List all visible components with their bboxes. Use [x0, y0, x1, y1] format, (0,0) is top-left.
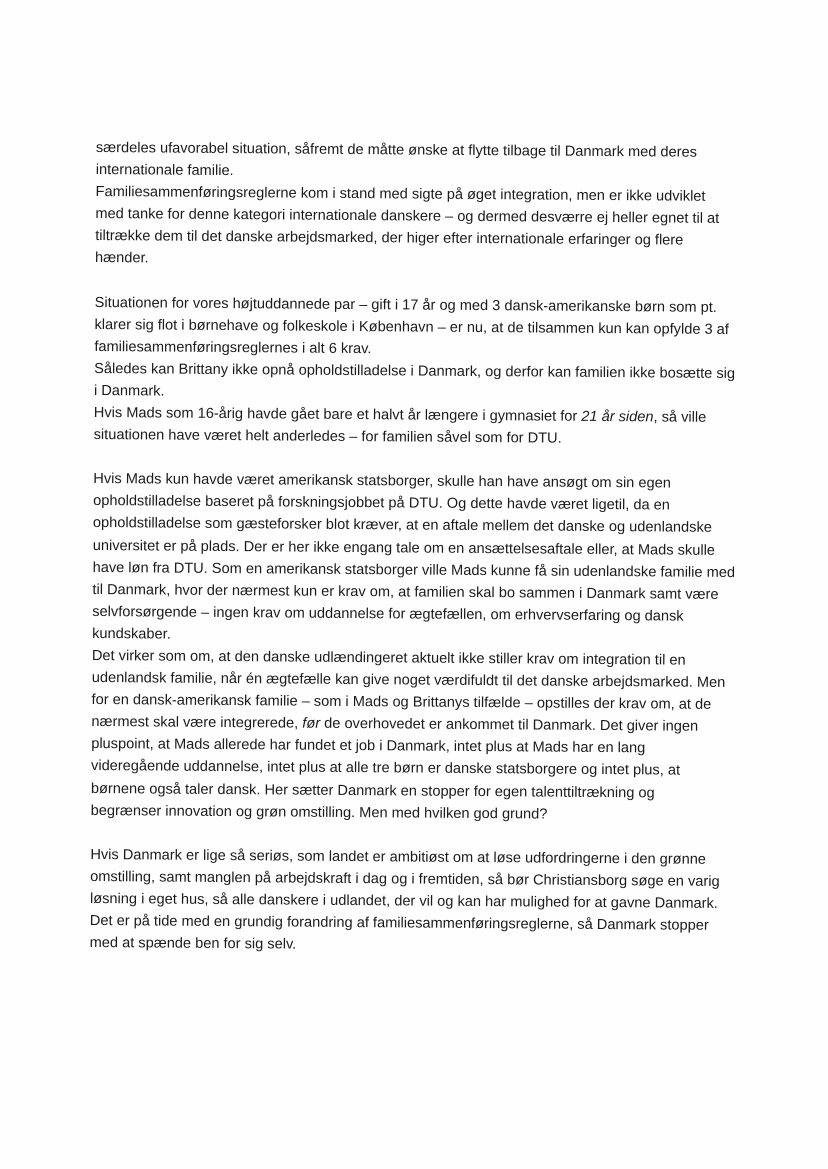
- text-segment: opholdstilladelse baseret på forskningsjobbet på DTU. Og dette havde været ligetil, da en: [93, 493, 670, 514]
- paragraph: [92, 468, 753, 650]
- text-segment: udenlandsk familie, når én ægtefælle kan give noget værdifuldt til det danske arbejdsmarked. Men: [91, 670, 726, 692]
- text-segment: opholdstilladelse som gæsteforsker blot kræver, at en aftale mellem det danske og udenlandske: [92, 515, 712, 537]
- text-segment: begrænser innovation og grøn omstilling. Men med hvilken god grund?: [90, 802, 548, 823]
- text-segment: , så ville: [653, 409, 707, 426]
- paragraph: [96, 137, 756, 186]
- text-segment: klarer sig flot i børnehave og folkeskole i København – er nu, at de tilsammen kun kan opfylde 3 af: [94, 316, 729, 338]
- text-segment: omstilling, samt manglen på arbejdskraft i dag og i fremtiden, så bør Christiansborg søge en varig: [90, 868, 720, 890]
- text-segment: børnene også taler dansk. Her sætter Danmark en stopper for egen talenttiltrækning og: [90, 780, 655, 801]
- document-body: [90, 137, 756, 959]
- text-segment: Familiesammenføringsreglerne kom i stand med sigte på øget integration, men er ikke udviklet: [95, 184, 706, 205]
- text-segment: Hvis Danmark er lige så seriøs, som landet er ambitiøst om at løse udfordringerne i den grønne: [90, 846, 707, 868]
- text-segment: Hvis Mads kun havde været amerikansk statsborger, skulle han have ansøgt om sin egen: [93, 471, 671, 492]
- text-segment: kundskaber.: [92, 625, 171, 643]
- text-segment: pluspoint, at Mads allerede har fundet et job i Danmark, intet plus at Mads har en lang: [91, 736, 646, 757]
- text-segment: videregående uddannelse, intet plus at alle tre børn er danske statsborgere og intet plus, at: [90, 758, 681, 780]
- paragraph: [91, 645, 752, 827]
- text-segment: have løn fra DTU. Som en amerikansk statsborger ville Mads kunne få sin udenlandske familie med: [92, 559, 736, 581]
- text-segment: løsning i eget hus, så alle danskere i udlandet, der vil og kan har mulighed for at gavne Danmark.: [89, 890, 718, 912]
- text-segment: særdeles ufavorabel situation, såfremt de måtte ønske at flytte tilbage til Danmark med deres: [95, 139, 698, 161]
- text-segment: internationale familie.: [95, 162, 234, 180]
- paragraph: [90, 844, 751, 960]
- text-segment: tiltrække dem til det danske arbejdsmarked, der higer efter internationale erfaringer og flere: [95, 228, 684, 249]
- text-segment: Således kan Brittany ikke opnå opholdstilladelse i Danmark, og derfor kan familien ikke bosætte sig: [94, 360, 736, 382]
- paragraph: [95, 181, 756, 275]
- text-segment: til Danmark, hvor der nærmest kun er krav om, at familien skal bo sammen i Danmark samt være: [92, 581, 719, 603]
- text-segment: universitet er på plads. Der er her ikke engang tale om en ansættelsesaftale eller, at Mads skulle: [92, 537, 716, 559]
- text-segment: for en dansk-amerikansk familie – som i Mads og Brittanys tilfælde – opstilles der krav om, at de: [91, 692, 712, 714]
- paragraph: [94, 292, 755, 363]
- text-segment: i Danmark.: [93, 382, 165, 400]
- text-segment: de overhovedet er ankommet til Danmark. Det giver ingen: [320, 716, 699, 735]
- text-segment: Det virker som om, at den danske udlændingeret aktuelt ikke stiller krav om integration til en: [91, 647, 686, 669]
- text-segment: Situationen for vores højtuddannede par – gift i 17 år og med 3 dansk-amerikanske børn som pt.: [94, 294, 717, 316]
- paragraph: [94, 358, 754, 407]
- text-segment: med at spænde ben for sig selv.: [89, 935, 297, 953]
- text-segment: situationen have været helt anderledes – for familien såvel som for DTU.: [93, 427, 562, 447]
- text-segment: selvforsørgende – ingen krav om uddannelse for ægtefællen, om erhvervserfaring og dansk: [92, 603, 684, 625]
- text-segment: hænder.: [94, 250, 149, 267]
- text-segment: nærmest skal være integrerede,: [91, 714, 303, 732]
- text-segment: med tanke for denne kategori internationale danskere – og dermed desværre ej heller egnet til at: [95, 206, 720, 228]
- text-segment: Det er på tide med en grundig forandring af familiesammenføringsreglerne, så Danmark stopper: [89, 912, 709, 934]
- italic-text: før: [302, 715, 321, 733]
- text-segment: familiesammenføringsreglernes i alt 6 krav.: [94, 338, 372, 357]
- paragraph: [94, 402, 754, 451]
- text-segment: Hvis Mads som 16-årig havde gået bare et halvt år længere i gymnasiet for: [93, 405, 582, 425]
- italic-text: 21 år siden: [581, 408, 654, 426]
